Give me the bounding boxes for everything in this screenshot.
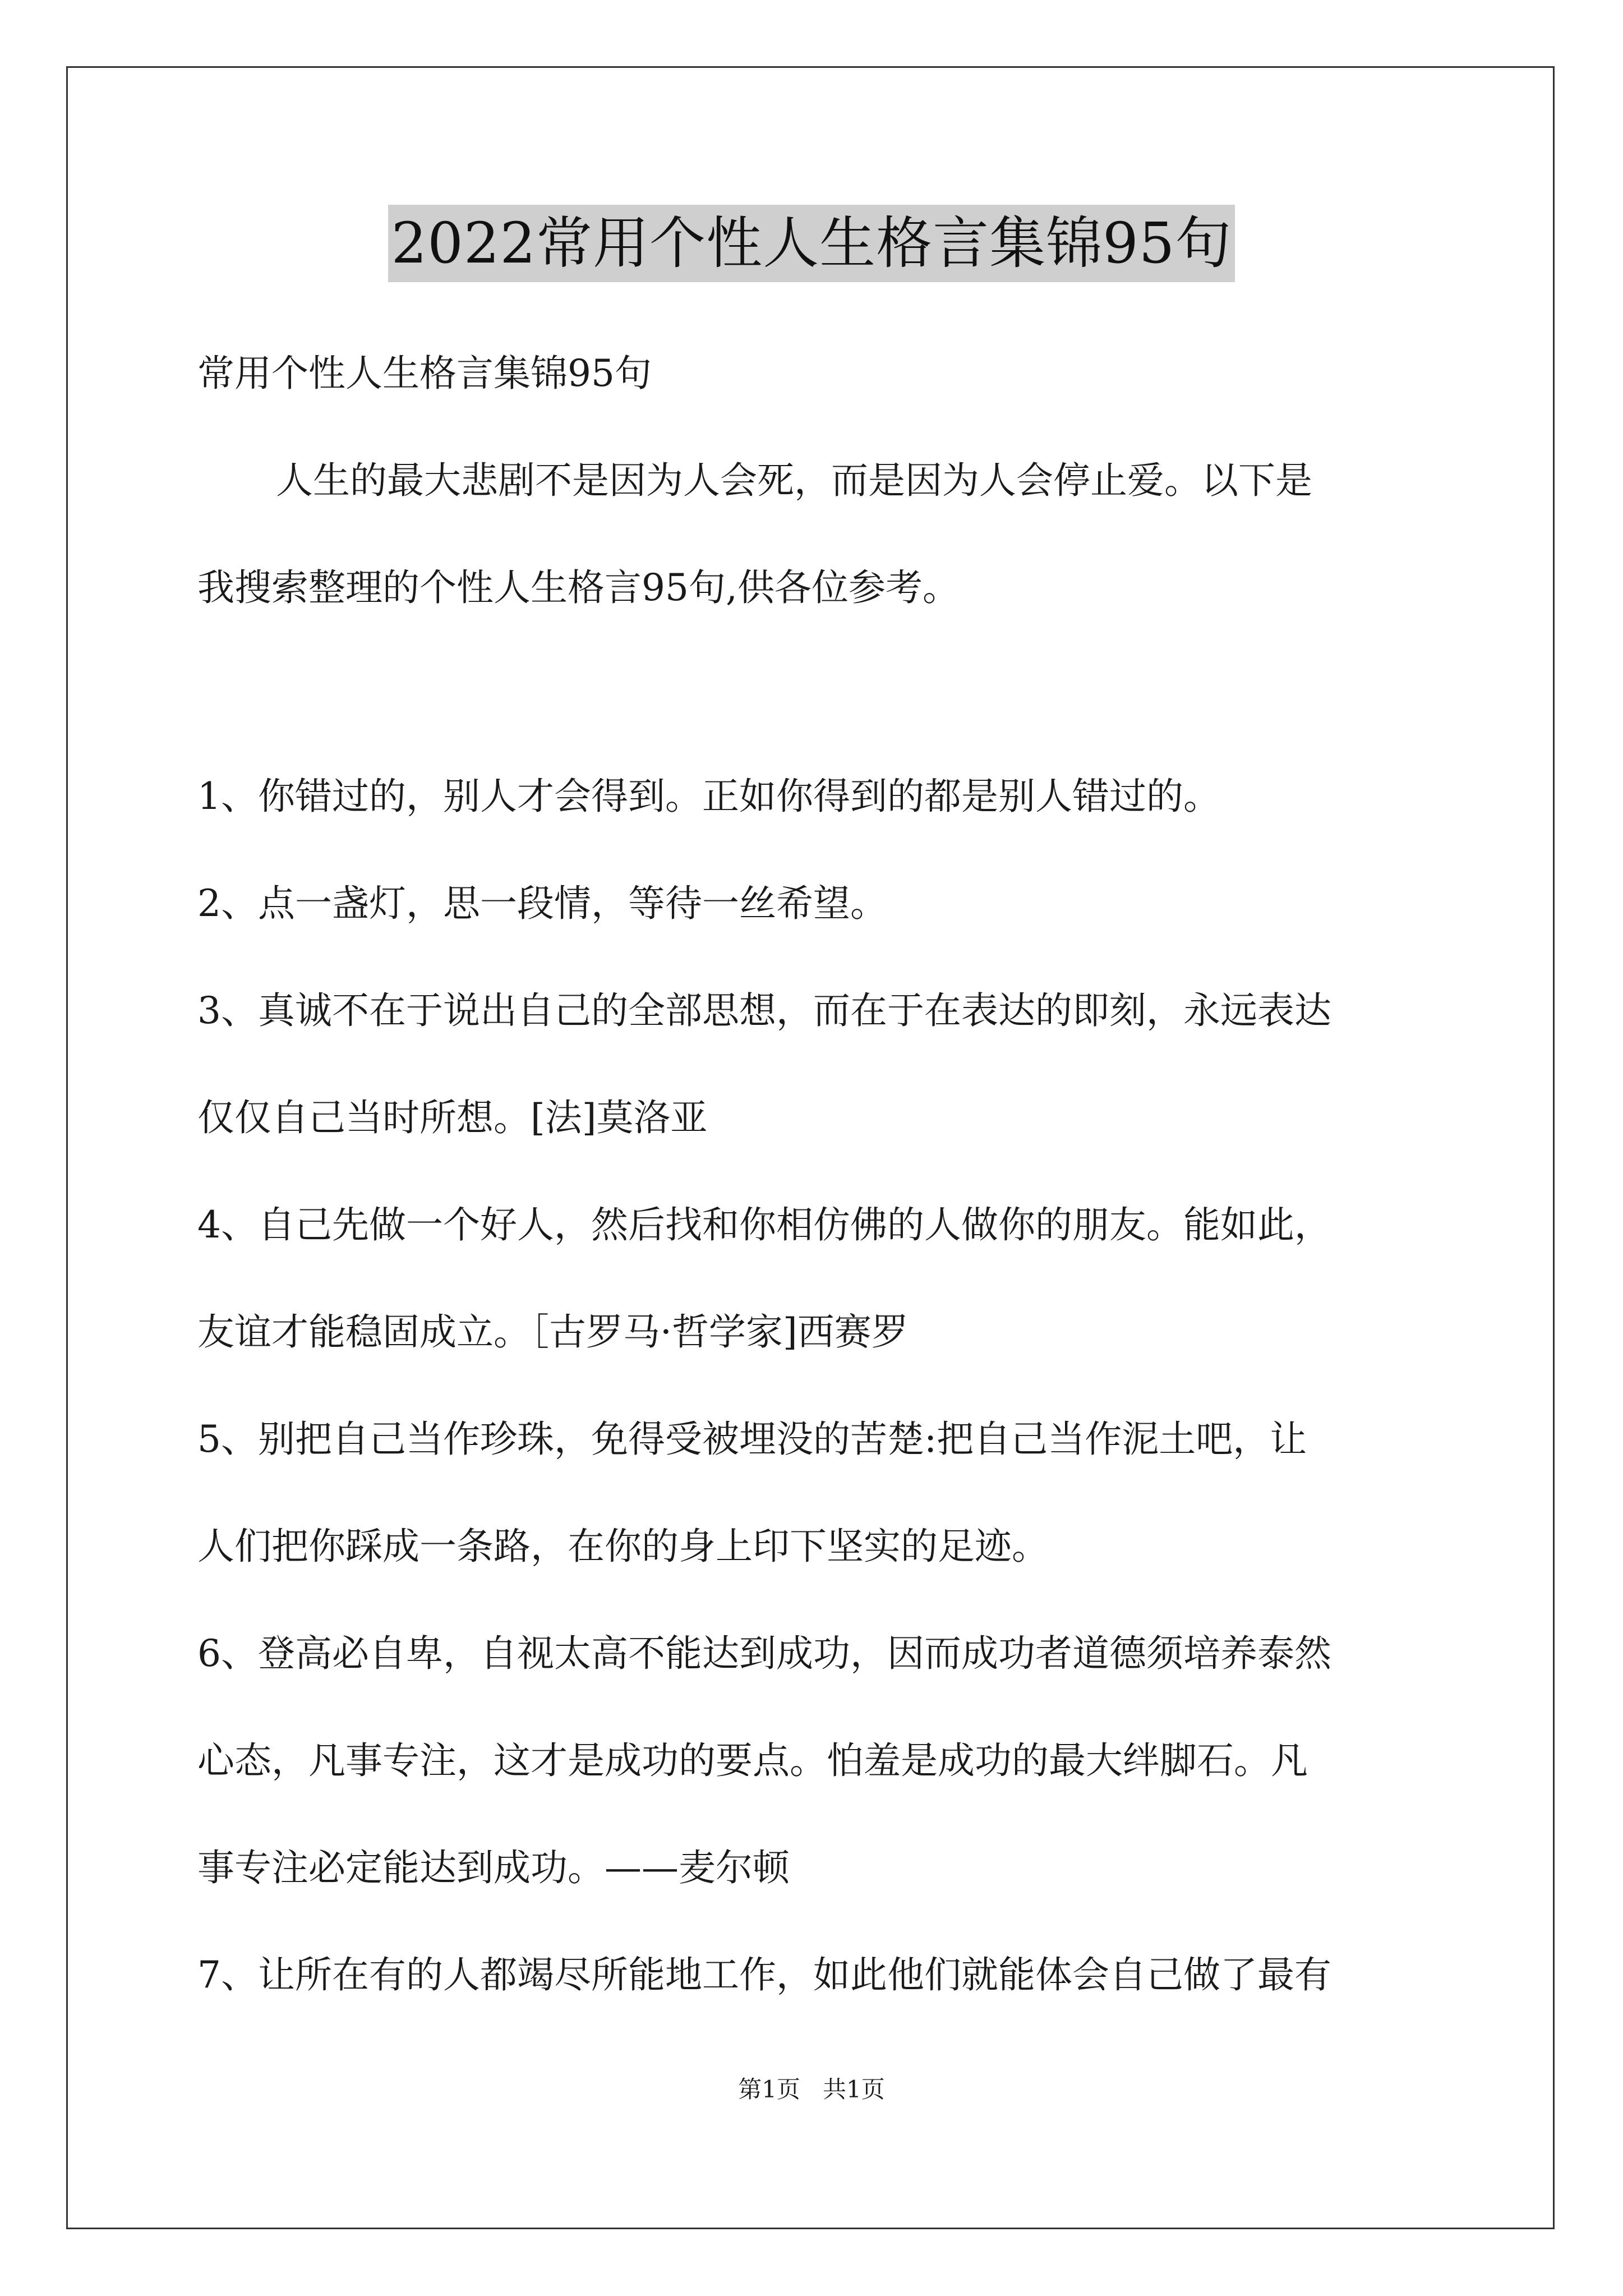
- intro-line: 我搜索整理的个性人生格言95句,供各位参考。: [197, 566, 960, 609]
- subtitle-line: 常用个性人生格言集锦95句: [197, 352, 652, 395]
- quote-line: 4、自己先做一个好人，然后找和你相仿佛的人做你的朋友。能如此，: [197, 1203, 1331, 1246]
- quote-line: 事专注必定能达到成功。——麦尔顿: [197, 1846, 790, 1889]
- document-title: 2022常用个性人生格言集锦95句: [388, 205, 1235, 282]
- quote-line: 2、点一盏灯，思一段情，等待一丝希望。: [197, 882, 887, 925]
- quote-line: 6、登高必自卑，自视太高不能达到成功，因而成功者道德须培养泰然: [197, 1632, 1331, 1675]
- page-footer: [0, 2073, 1623, 2106]
- quote-line: 友谊才能稳固成立。［古罗马·哲学家]西赛罗: [197, 1310, 909, 1354]
- quote-line: 5、别把自己当作珍珠，免得受被埋没的苦楚:把自己当作泥土吧，让: [197, 1418, 1307, 1461]
- quote-line: 心态，凡事专注，这才是成功的要点。怕羞是成功的最大绊脚石。凡: [197, 1739, 1308, 1782]
- quote-line: 仅仅自己当时所想。[法]莫洛亚: [197, 1096, 708, 1139]
- page-number: 第1页: [738, 2076, 800, 2103]
- document-body: [197, 320, 1442, 2028]
- title-container: [0, 205, 1623, 282]
- paragraph-gap: [197, 641, 1442, 743]
- intro-line: 人生的最大悲剧不是因为人会死，而是因为人会停止爱。以下是: [276, 459, 1312, 502]
- quote-line: 7、让所在有的人都竭尽所能地工作，如此他们就能体会自己做了最有: [197, 1953, 1331, 1996]
- quote-line: 1、你错过的，别人才会得到。正如你得到的都是别人错过的。: [197, 775, 1220, 818]
- page-total: 共1页: [823, 2076, 885, 2103]
- quote-line: 3、真诚不在于说出自己的全部思想，而在于在表达的即刻，永远表达: [197, 989, 1331, 1032]
- quote-line: 人们把你踩成一条路，在你的身上印下坚实的足迹。: [197, 1525, 1049, 1568]
